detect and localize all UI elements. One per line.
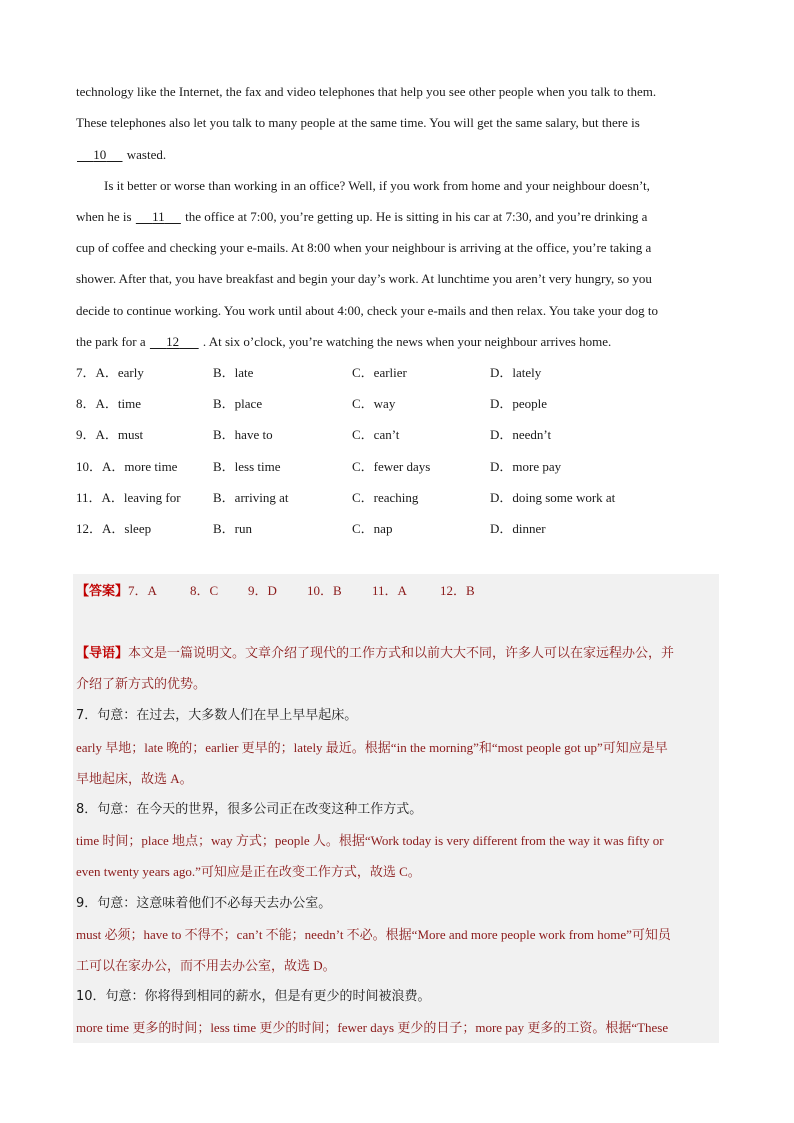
passage-line-4: Is it better or worse than working in an office? Well, if you work from home and your neighbour doesn’t, <box>104 178 650 193</box>
option-d: D．dinner <box>490 521 546 536</box>
guide-tag: 【导语】 <box>76 646 129 661</box>
explanation-line: 早地起床，故选 A。 <box>76 771 193 786</box>
option-a: 8．A．time <box>76 396 141 411</box>
guide-line-1: 【导语】本文是一篇说明文。文章介绍了现代的工作方式和以前大大不同，许多人可以在家远程办公，并 <box>76 646 675 661</box>
option-c: C．nap <box>352 521 393 536</box>
option-a: 11．A．leaving for <box>76 490 181 505</box>
guide-line-2: 介绍了新方式的优势。 <box>76 677 207 692</box>
passage-line-6: cup of coffee and checking your e-mails. At 8:00 when your neighbour is arriving at the office, you’re taking a <box>76 240 652 255</box>
explanation-heading: 9．句意：这意味着他们不必每天去办公室。 <box>76 896 332 911</box>
option-d: D．doing some work at <box>490 490 616 505</box>
explanation-line: more time 更多的时间；less time 更少的时间；fewer days 更少的日子；more pay 更多的工资。根据“These <box>76 1020 669 1035</box>
option-c: C．can’t <box>352 427 400 442</box>
option-a: 12．A．sleep <box>76 521 152 536</box>
passage-line-7: shower. After that, you have breakfast and begin your day’s work. At lunchtime you aren’t very hungry, so you <box>76 271 652 286</box>
passage-line-8: decide to continue working. You work until about 4:00, check your e-mails and then relax. You take your dog to <box>76 303 659 318</box>
option-c: C．reaching <box>352 490 419 505</box>
option-a: 10．A．more time <box>76 459 178 474</box>
option-c: C．fewer days <box>352 459 431 474</box>
option-d: D．needn’t <box>490 427 552 442</box>
option-b: B．arriving at <box>213 490 289 505</box>
explanation-line: 工可以在家办公，而不用去办公室，故选 D。 <box>76 958 336 973</box>
option-b: B．have to <box>213 427 273 442</box>
passage-line-9: the park for a 12 . At six o’clock, you’re watching the news when your neighbour arrives home. <box>76 334 612 349</box>
explanation-line: early 早地；late 晚的；earlier 更早的；lately 最近。根据“in the morning”和“most people got up”可知应是早 <box>76 740 668 755</box>
answer-item: 9．D <box>248 583 277 598</box>
option-a: 9．A．must <box>76 427 144 442</box>
option-a: 7．A．early <box>76 365 144 380</box>
option-c: C．way <box>352 396 396 411</box>
answer-item: 7．A <box>128 583 157 598</box>
explanation-heading: 8．句意：在今天的世界，很多公司正在改变这种工作方式。 <box>76 802 423 817</box>
option-b: B．place <box>213 396 263 411</box>
explanation-line: time 时间；place 地点；way 方式；people 人。根据“Work today is very different from the way it was fifty or <box>76 833 664 848</box>
answer-item: 10．B <box>307 583 342 598</box>
option-b: B．late <box>213 365 254 380</box>
option-d: D．people <box>490 396 548 411</box>
explanation-line: even twenty years ago.”可知应是正在改变工作方式，故选 C。 <box>76 864 421 879</box>
passage-line-5: when he is 11 the office at 7:00, you’re getting up. He is sitting in his car at 7:30, and you’re drinking a <box>76 209 648 224</box>
explanation-heading: 10．句意：你将得到相同的薪水，但是有更少的时间被浪费。 <box>76 989 431 1004</box>
blank-11: 11 <box>152 209 165 224</box>
option-b: B．run <box>213 521 253 536</box>
passage-line-3: 10 wasted. <box>76 147 166 163</box>
answer-line <box>76 583 157 600</box>
answer-item: 11．A <box>372 583 407 598</box>
blank-10: 10 <box>93 147 107 162</box>
answer-item: 12．B <box>440 583 475 598</box>
blank-12: 12 <box>166 334 180 349</box>
option-d: D．lately <box>490 365 542 380</box>
option-c: C．earlier <box>352 365 407 380</box>
answer-tag: 【答案】 <box>76 584 129 599</box>
option-b: B．less time <box>213 459 281 474</box>
explanation-heading: 7．句意：在过去，大多数人们在早上早早起床。 <box>76 708 358 723</box>
option-d: D．more pay <box>490 459 562 474</box>
explanation-line: must 必须；have to 不得不；can’t 不能；needn’t 不必。根据“More and more people work from home”可知员 <box>76 927 671 942</box>
answer-item: 8．C <box>190 583 219 598</box>
passage-line-1: technology like the Internet, the fax and video telephones that help you see other people when you talk to them. <box>76 84 657 99</box>
passage-line-2: These telephones also let you talk to many people at the same time. You will get the same salary, but there is <box>76 115 640 130</box>
